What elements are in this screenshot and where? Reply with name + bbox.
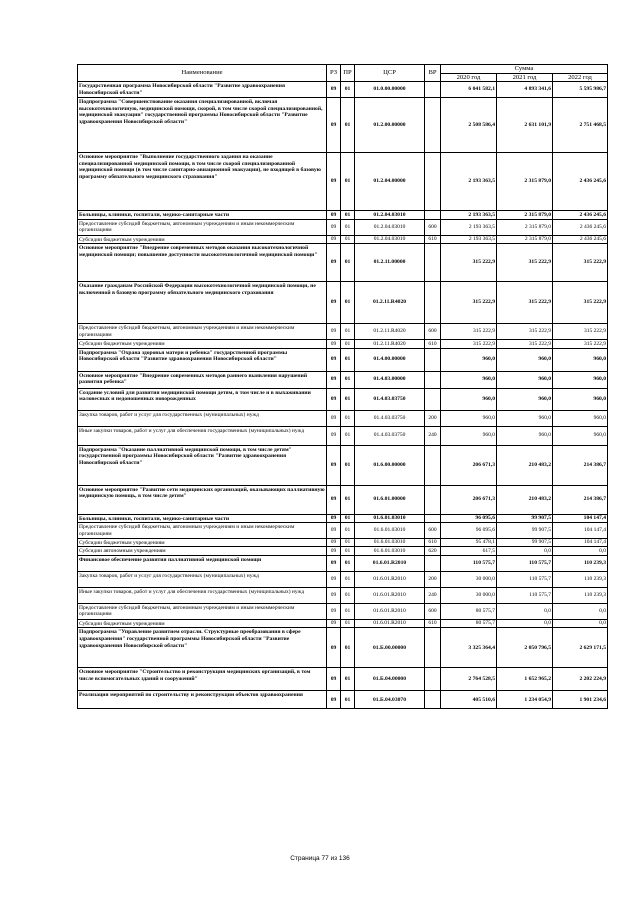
header-sum: Сумма (441, 65, 608, 74)
row-csr: 01.6.00.00000 (355, 445, 425, 485)
row-sum-2022: 960,0 (553, 426, 608, 445)
row-sum-2021: 960,0 (497, 410, 553, 426)
row-sum-2021: 99 907,5 (497, 514, 553, 523)
row-sum-2021: 110 575,7 (497, 555, 553, 571)
row-sum-2021: 110 575,7 (497, 587, 553, 603)
table-row (78, 426, 608, 445)
row-pr: 01 (341, 547, 355, 556)
table-row (78, 571, 608, 587)
row-sum-2020: 2 508 586,4 (441, 98, 497, 153)
table-row (78, 691, 608, 709)
row-pr: 01 (341, 410, 355, 426)
row-name: Подпрограмма "Оказание паллиативной медицинской помощи, в том числе детям" государственной программы Новосибирской области "Развитие здравоохранения Новосибирской области" (78, 445, 327, 485)
row-sum-2022: 0,0 (553, 547, 608, 556)
row-rz: 09 (327, 628, 341, 668)
row-pr: 01 (341, 371, 355, 388)
row-sum-2020: 315 222,9 (441, 324, 497, 340)
row-sum-2021: 210 483,2 (497, 445, 553, 485)
header-csr: ЦСР (355, 65, 425, 82)
row-csr: 01.2.04.03010 (355, 219, 425, 235)
row-sum-2021: 110 575,7 (497, 571, 553, 587)
row-csr: 01.Б.00.00000 (355, 628, 425, 668)
table-body (78, 82, 608, 709)
row-sum-2022: 315 222,9 (553, 282, 608, 324)
row-csr: 01.Б.04.03070 (355, 691, 425, 709)
row-rz: 09 (327, 98, 341, 153)
row-vr: 610 (425, 538, 441, 547)
row-sum-2022: 110 239,3 (553, 587, 608, 603)
row-sum-2020: 2 193 363,5 (441, 235, 497, 244)
row-csr: 01.2.04.00000 (355, 153, 425, 211)
row-vr: 610 (425, 619, 441, 628)
row-pr: 01 (341, 324, 355, 340)
header-year-2021: 2021 год (497, 73, 553, 82)
row-csr: 01.6.01.R2010 (355, 571, 425, 587)
row-sum-2021: 0,0 (497, 619, 553, 628)
row-sum-2020: 2 193 363,5 (441, 153, 497, 211)
row-csr: 01.6.01.R2010 (355, 603, 425, 619)
row-vr (425, 485, 441, 514)
table-row (78, 153, 608, 211)
row-name: Субсидии бюджетным учреждениям (78, 538, 327, 547)
row-rz: 09 (327, 426, 341, 445)
row-vr: 240 (425, 426, 441, 445)
row-rz: 09 (327, 410, 341, 426)
row-sum-2022: 110 239,3 (553, 555, 608, 571)
row-vr: 600 (425, 219, 441, 235)
row-rz: 09 (327, 282, 341, 324)
row-pr: 01 (341, 619, 355, 628)
table-row (78, 555, 608, 571)
row-pr: 01 (341, 523, 355, 538)
header-rz: РЗ (327, 65, 341, 82)
row-csr: 01.6.01.03010 (355, 514, 425, 523)
row-rz: 09 (327, 388, 341, 410)
row-rz: 09 (327, 603, 341, 619)
row-pr: 01 (341, 211, 355, 220)
row-sum-2022: 2 629 171,5 (553, 628, 608, 668)
row-sum-2021: 315 222,9 (497, 324, 553, 340)
row-vr: 200 (425, 571, 441, 587)
table-row (78, 628, 608, 668)
row-rz: 09 (327, 555, 341, 571)
row-pr: 01 (341, 340, 355, 349)
row-vr (425, 82, 441, 98)
row-name: Субсидии бюджетным учреждениям (78, 619, 327, 628)
row-vr: 610 (425, 340, 441, 349)
row-sum-2020: 960,0 (441, 348, 497, 371)
header-year-2020: 2020 год (441, 73, 497, 82)
row-sum-2020: 80 575,7 (441, 603, 497, 619)
row-rz: 09 (327, 340, 341, 349)
row-sum-2021: 99 907,5 (497, 538, 553, 547)
table-row (78, 219, 608, 235)
row-pr: 01 (341, 282, 355, 324)
row-name: Государственная программа Новосибирской области "Развитие здравоохранения Новосибирской области" (78, 82, 327, 98)
table-row (78, 348, 608, 371)
table-row (78, 235, 608, 244)
row-csr: 01.4.03.03750 (355, 410, 425, 426)
row-pr: 01 (341, 571, 355, 587)
row-sum-2021: 2 315 879,0 (497, 153, 553, 211)
table-row (78, 282, 608, 324)
row-rz: 09 (327, 82, 341, 98)
row-name: Субсидии бюджетным учреждениям (78, 235, 327, 244)
row-sum-2022: 2 436 245,6 (553, 211, 608, 220)
table-row (78, 547, 608, 556)
row-sum-2021: 2 631 101,9 (497, 98, 553, 153)
row-pr: 01 (341, 348, 355, 371)
row-name: Финансовое обеспечение развития паллиативной медицинской помощи (78, 555, 327, 571)
row-name: Создание условий для развития медицинской помощи детям, в том числе и в выхаживании маловесных и недоношенных новорожденных (78, 388, 327, 410)
row-sum-2022: 2 436 245,6 (553, 219, 608, 235)
row-csr: 01.2.11.R4020 (355, 282, 425, 324)
row-csr: 01.6.01.R2010 (355, 555, 425, 571)
row-sum-2022: 2 202 224,9 (553, 668, 608, 691)
row-sum-2020: 617,5 (441, 547, 497, 556)
row-name: Основное мероприятие "Внедрение современных методов раннего выявления нарушений развития ребенка" (78, 371, 327, 388)
row-rz: 09 (327, 371, 341, 388)
row-name: Подпрограмма "Управление развитием отрасли. Структурные преобразования в сфере здравоохранения" государственной программы Новосибирской области "Развитие здравоохранения Новосибирской области" (78, 628, 327, 668)
row-rz: 09 (327, 547, 341, 556)
table-row (78, 587, 608, 603)
table-row (78, 211, 608, 220)
row-rz: 09 (327, 485, 341, 514)
table-row (78, 324, 608, 340)
row-sum-2020: 6 041 582,1 (441, 82, 497, 98)
page-number: Страница 77 из 136 (290, 855, 350, 862)
row-name: Предоставление субсидий бюджетным, автономным учреждениям и иным некоммерческим организациям (78, 523, 327, 538)
row-sum-2022: 2 751 468,5 (553, 98, 608, 153)
row-csr: 01.4.03.03750 (355, 426, 425, 445)
row-vr (425, 211, 441, 220)
row-name: Закупка товаров, работ и услуг для государственных (муниципальных) нужд (78, 410, 327, 426)
row-sum-2022: 315 222,9 (553, 340, 608, 349)
row-sum-2022: 0,0 (553, 603, 608, 619)
row-vr (425, 388, 441, 410)
row-sum-2022: 960,0 (553, 371, 608, 388)
row-pr: 01 (341, 98, 355, 153)
row-sum-2020: 30 000,0 (441, 587, 497, 603)
row-vr (425, 691, 441, 709)
table-row (78, 388, 608, 410)
row-csr: 01.6.01.03010 (355, 523, 425, 538)
row-sum-2020: 96 095,6 (441, 523, 497, 538)
row-vr: 610 (425, 235, 441, 244)
row-rz: 09 (327, 538, 341, 547)
table-row (78, 445, 608, 485)
row-pr: 01 (341, 628, 355, 668)
row-pr: 01 (341, 691, 355, 709)
row-sum-2020: 2 193 363,5 (441, 211, 497, 220)
row-csr: 01.2.11.00000 (355, 244, 425, 282)
table-row (78, 410, 608, 426)
row-sum-2022: 960,0 (553, 410, 608, 426)
row-rz: 09 (327, 619, 341, 628)
row-sum-2021: 960,0 (497, 348, 553, 371)
row-rz: 09 (327, 571, 341, 587)
row-vr (425, 153, 441, 211)
row-rz: 09 (327, 153, 341, 211)
row-sum-2020: 960,0 (441, 426, 497, 445)
row-rz: 09 (327, 514, 341, 523)
row-sum-2021: 2 315 879,0 (497, 211, 553, 220)
row-sum-2022: 214 386,7 (553, 445, 608, 485)
row-csr: 01.2.04.03010 (355, 211, 425, 220)
row-sum-2020: 960,0 (441, 410, 497, 426)
row-csr: 01.2.11.R4020 (355, 340, 425, 349)
row-name: Основное мероприятие "Строительство и реконструкция медицинских организаций, в том числе вспомогательных зданий и сооружений" (78, 668, 327, 691)
row-pr: 01 (341, 587, 355, 603)
row-sum-2020: 96 095,6 (441, 514, 497, 523)
row-pr: 01 (341, 603, 355, 619)
row-sum-2020: 315 222,9 (441, 244, 497, 282)
row-sum-2021: 4 893 341,6 (497, 82, 553, 98)
row-sum-2021: 960,0 (497, 388, 553, 410)
row-csr: 01.6.01.03010 (355, 547, 425, 556)
row-rz: 09 (327, 445, 341, 485)
table-row (78, 82, 608, 98)
table-row (78, 98, 608, 153)
table-row (78, 619, 608, 628)
row-sum-2021: 2 315 879,0 (497, 219, 553, 235)
row-sum-2020: 3 325 364,4 (441, 628, 497, 668)
budget-table-page (77, 64, 607, 709)
row-vr (425, 668, 441, 691)
row-vr: 600 (425, 523, 441, 538)
row-sum-2021: 0,0 (497, 603, 553, 619)
row-rz: 09 (327, 668, 341, 691)
row-vr (425, 445, 441, 485)
row-rz: 09 (327, 219, 341, 235)
row-sum-2020: 405 510,6 (441, 691, 497, 709)
row-sum-2020: 2 764 528,5 (441, 668, 497, 691)
row-sum-2020: 960,0 (441, 371, 497, 388)
table-row (78, 485, 608, 514)
row-sum-2020: 315 222,9 (441, 340, 497, 349)
row-pr: 01 (341, 235, 355, 244)
row-sum-2021: 315 222,9 (497, 244, 553, 282)
row-vr (425, 628, 441, 668)
row-sum-2022: 104 147,4 (553, 538, 608, 547)
header-name: Наименование (78, 65, 327, 82)
row-pr: 01 (341, 445, 355, 485)
row-vr: 600 (425, 603, 441, 619)
row-rz: 09 (327, 324, 341, 340)
row-pr: 01 (341, 219, 355, 235)
row-name: Предоставление субсидий бюджетным, автономным учреждениям и иным некоммерческим организациям (78, 324, 327, 340)
row-sum-2020: 110 575,7 (441, 555, 497, 571)
row-vr (425, 514, 441, 523)
row-name: Предоставление субсидий бюджетным, автономным учреждениям и иным некоммерческим организациям (78, 219, 327, 235)
row-pr: 01 (341, 538, 355, 547)
row-vr (425, 371, 441, 388)
row-vr: 600 (425, 324, 441, 340)
row-csr: 01.0.00.00000 (355, 82, 425, 98)
row-csr: 01.2.00.00000 (355, 98, 425, 153)
row-rz: 09 (327, 211, 341, 220)
row-sum-2020: 315 222,9 (441, 282, 497, 324)
row-rz: 09 (327, 244, 341, 282)
row-sum-2021: 99 907,5 (497, 523, 553, 538)
row-csr: 01.4.03.03750 (355, 388, 425, 410)
row-name: Основное мероприятие "Развитие сети медицинских организаций, оказывающих паллиативную медицинскую помощь, в том числе детям" (78, 485, 327, 514)
row-vr: 620 (425, 547, 441, 556)
row-rz: 09 (327, 587, 341, 603)
table-row (78, 371, 608, 388)
budget-table (77, 64, 608, 709)
row-sum-2021: 210 483,2 (497, 485, 553, 514)
row-name: Закупка товаров, работ и услуг для государственных (муниципальных) нужд (78, 571, 327, 587)
row-sum-2022: 104 147,4 (553, 523, 608, 538)
header-year-2022: 2022 год (553, 73, 608, 82)
row-vr (425, 348, 441, 371)
row-sum-2022: 2 436 245,6 (553, 153, 608, 211)
row-pr: 01 (341, 388, 355, 410)
row-sum-2022: 960,0 (553, 388, 608, 410)
table-row (78, 514, 608, 523)
row-rz: 09 (327, 235, 341, 244)
table-row (78, 340, 608, 349)
row-pr: 01 (341, 82, 355, 98)
header-vr: ВР (425, 65, 441, 82)
row-sum-2021: 1 652 965,2 (497, 668, 553, 691)
row-name: Оказание гражданам Российской Федерации высокотехнологичной медицинской помощи, не включенной в базовую программу обязательного медицинского страхования (78, 282, 327, 324)
row-csr: 01.6.01.R2010 (355, 619, 425, 628)
row-sum-2022: 110 239,3 (553, 571, 608, 587)
row-pr: 01 (341, 514, 355, 523)
row-sum-2020: 30 000,0 (441, 571, 497, 587)
row-sum-2022: 214 386,7 (553, 485, 608, 514)
row-csr: 01.4.00.00000 (355, 348, 425, 371)
row-sum-2020: 95 478,1 (441, 538, 497, 547)
row-sum-2021: 2 050 796,5 (497, 628, 553, 668)
row-pr: 01 (341, 668, 355, 691)
row-vr (425, 555, 441, 571)
row-csr: 01.Б.04.00000 (355, 668, 425, 691)
row-sum-2022: 104 147,4 (553, 514, 608, 523)
row-name: Реализация мероприятий по строительству и реконструкции объектов здравоохранения (78, 691, 327, 709)
row-sum-2020: 206 671,3 (441, 445, 497, 485)
row-sum-2022: 0,0 (553, 619, 608, 628)
row-rz: 09 (327, 348, 341, 371)
row-sum-2021: 315 222,9 (497, 282, 553, 324)
row-sum-2022: 5 595 986,7 (553, 82, 608, 98)
row-sum-2022: 960,0 (553, 348, 608, 371)
row-csr: 01.4.03.00000 (355, 371, 425, 388)
row-pr: 01 (341, 555, 355, 571)
row-name: Основное мероприятие "Выполнение государственного задания на оказание специализированной медицинской помощи, в том числе скорой специализированной медицинской помощи (в том числе санитарно-авиационной эвакуации), не входящей в базовую программу обязательного медицинского страхования" (78, 153, 327, 211)
table-row (78, 603, 608, 619)
row-csr: 01.6.01.00000 (355, 485, 425, 514)
row-sum-2020: 960,0 (441, 388, 497, 410)
row-name: Подпрограмма "Совершенствование оказания специализированной, включая высокотехнологичную, медицинской помощи, скорой, в том числе скорой специализированной, медицинской эвакуации" государственной программы Новосибирской области "Развитие здравоохранения Новосибирской области" (78, 98, 327, 153)
row-pr: 01 (341, 153, 355, 211)
row-pr: 01 (341, 485, 355, 514)
row-vr: 240 (425, 587, 441, 603)
row-sum-2021: 1 234 054,9 (497, 691, 553, 709)
row-name: Основное мероприятие "Внедрение современных методов оказания высокотехнологичной медицинской помощи; повышение доступности высокотехнологичной медицинской помощи" (78, 244, 327, 282)
row-vr (425, 244, 441, 282)
row-sum-2021: 960,0 (497, 371, 553, 388)
row-csr: 01.2.04.03010 (355, 235, 425, 244)
row-name: Иные закупки товаров, работ и услуг для обеспечения государственных (муниципальных) нужд (78, 587, 327, 603)
row-name: Предоставление субсидий бюджетным, автономным учреждениям и иным некоммерческим организациям (78, 603, 327, 619)
row-vr (425, 98, 441, 153)
row-csr: 01.6.01.R2010 (355, 587, 425, 603)
row-sum-2022: 1 901 234,6 (553, 691, 608, 709)
table-row (78, 538, 608, 547)
row-sum-2021: 315 222,9 (497, 340, 553, 349)
row-sum-2020: 2 193 363,5 (441, 219, 497, 235)
header-pr: ПР (341, 65, 355, 82)
row-vr (425, 282, 441, 324)
row-sum-2020: 206 671,3 (441, 485, 497, 514)
row-csr: 01.2.11.R4020 (355, 324, 425, 340)
row-sum-2022: 315 222,9 (553, 244, 608, 282)
table-row (78, 244, 608, 282)
row-pr: 01 (341, 426, 355, 445)
row-rz: 09 (327, 691, 341, 709)
row-sum-2021: 0,0 (497, 547, 553, 556)
table-row (78, 668, 608, 691)
row-sum-2021: 960,0 (497, 426, 553, 445)
row-name: Субсидии бюджетным учреждениям (78, 340, 327, 349)
row-name: Больницы, клиники, госпитали, медико-санитарные части (78, 514, 327, 523)
row-sum-2020: 80 575,7 (441, 619, 497, 628)
row-sum-2022: 2 436 245,6 (553, 235, 608, 244)
row-sum-2021: 2 315 879,0 (497, 235, 553, 244)
row-pr: 01 (341, 244, 355, 282)
row-name: Иные закупки товаров, работ и услуг для обеспечения государственных (муниципальных) нужд (78, 426, 327, 445)
table-row (78, 523, 608, 538)
row-name: Субсидии автономным учреждениям (78, 547, 327, 556)
row-name: Больницы, клиники, госпитали, медико-санитарные части (78, 211, 327, 220)
row-csr: 01.6.01.03010 (355, 538, 425, 547)
row-name: Подпрограмма "Охрана здоровья матери и ребенка" государственной программы Новосибирской области "Развитие здравоохранения Новосибирской области" (78, 348, 327, 371)
row-sum-2022: 315 222,9 (553, 324, 608, 340)
row-vr: 200 (425, 410, 441, 426)
row-rz: 09 (327, 523, 341, 538)
